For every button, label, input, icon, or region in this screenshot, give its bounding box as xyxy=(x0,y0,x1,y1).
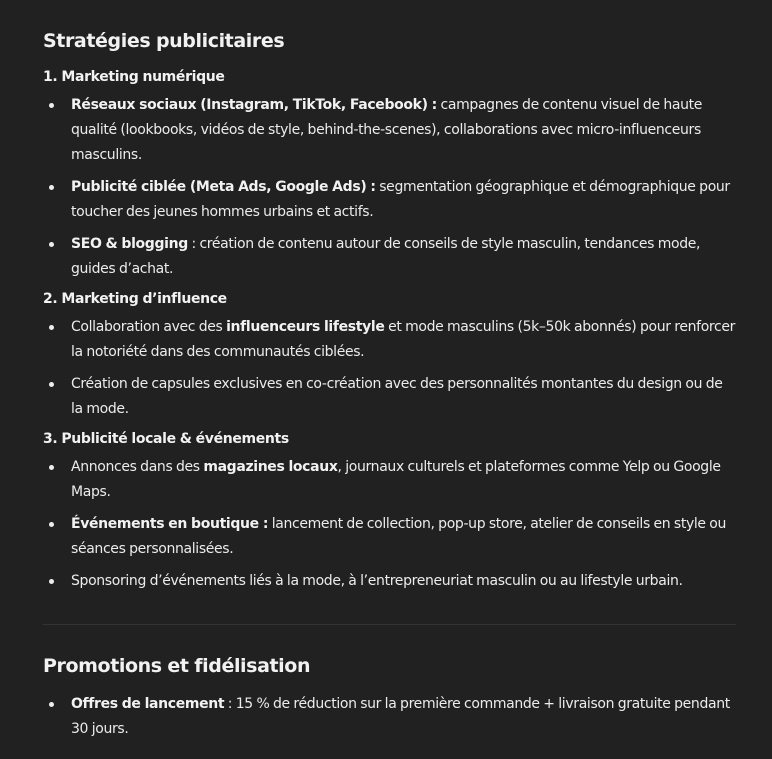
item-text: : création de contenu autour de conseils de style masculin, tendances mode, guides d’achat. xyxy=(71,236,701,277)
list-item xyxy=(43,175,736,225)
item-text: lancement de collection, pop-up store, atelier de conseils en style ou séances personnalisées. xyxy=(71,516,727,557)
bullet-list xyxy=(43,455,736,594)
item-bold-label: Publicité ciblée (Meta Ads, Google Ads) : xyxy=(71,179,376,195)
item-text-pre: Collaboration avec des xyxy=(71,319,227,335)
bullet-list xyxy=(43,315,736,422)
item-bold-label: influenceurs lifestyle xyxy=(226,319,385,335)
subsection-heading: 1. Marketing numérique xyxy=(43,69,225,85)
subsection-heading: 3. Publicité locale & événements xyxy=(43,431,289,447)
item-bold-label: Événements en boutique : xyxy=(71,516,269,532)
item-text: : 15 % de réduction sur la première commande + livraison gratuite pendant 30 jours. xyxy=(71,696,730,737)
item-bold-label: SEO & blogging xyxy=(71,236,188,252)
list-item xyxy=(43,692,736,742)
subsection-heading: 2. Marketing d’influence xyxy=(43,291,227,307)
item-text: et mode masculins (5k–50k abonnés) pour renforcer la notoriété dans des communautés ciblées. xyxy=(71,319,736,360)
list-item xyxy=(43,512,736,562)
list-item xyxy=(43,372,736,422)
section-title: Stratégies publicitaires xyxy=(43,30,285,52)
item-text: , journaux culturels et plateformes comme Yelp ou Google Maps. xyxy=(71,459,721,500)
list-item xyxy=(43,569,736,594)
item-bold-label: Réseaux sociaux (Instagram, TikTok, Facebook) : xyxy=(71,97,437,113)
item-text: Sponsoring d’événements liés à la mode, à l’entrepreneuriat masculin ou au lifestyle urbain. xyxy=(71,573,683,589)
list-item xyxy=(43,315,736,365)
item-bold-label: Offres de lancement xyxy=(71,696,225,712)
item-text: Création de capsules exclusives en co-création avec des personnalités montantes du design ou de la mode. xyxy=(71,376,723,417)
item-text-pre: Annonces dans des xyxy=(71,459,204,475)
list-item xyxy=(43,232,736,282)
section-divider xyxy=(43,624,736,625)
list-item xyxy=(43,93,736,168)
bullet-list xyxy=(43,692,736,742)
item-bold-label: magazines locaux xyxy=(203,459,338,475)
list-item xyxy=(43,455,736,505)
item-text: campagnes de contenu visuel de haute qualité (lookbooks, vidéos de style, behind-the-scenes), collaborations avec micro-influenceurs masculins. xyxy=(71,97,702,163)
item-text: segmentation géographique et démographique pour toucher des jeunes hommes urbains et actifs. xyxy=(71,179,730,220)
section-title: Promotions et fidélisation xyxy=(43,655,311,677)
bullet-list xyxy=(43,93,736,282)
